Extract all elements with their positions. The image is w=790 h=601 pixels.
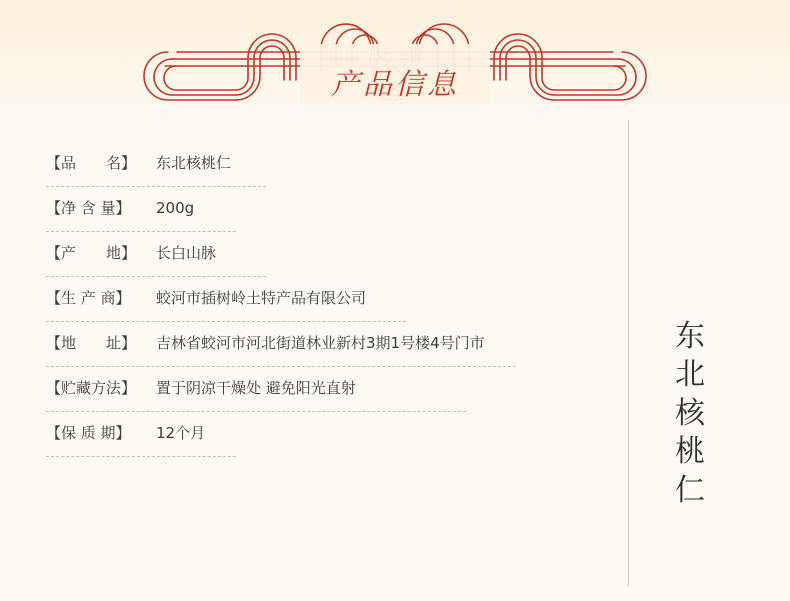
info-label: 【生 产 商】 [46, 289, 131, 307]
info-value: 12个月 [156, 424, 206, 442]
table-row [46, 242, 606, 282]
row-divider [46, 276, 266, 278]
info-label: 【地 址】 [46, 334, 137, 352]
info-value: 东北核桃仁 [156, 154, 232, 172]
table-row [46, 197, 606, 237]
info-label: 【贮藏方法】 [46, 379, 137, 397]
header-band [0, 0, 790, 122]
row-divider [46, 456, 236, 458]
vertical-divider [628, 120, 629, 588]
info-value: 200g [156, 199, 195, 217]
row-divider [46, 321, 406, 323]
vertical-name-char: 东 [675, 319, 705, 354]
bottom-margin [0, 587, 790, 601]
vertical-name-char: 仁 [675, 472, 705, 508]
info-value: 吉林省蛟河市河北街道林业新村3期1号楼4号门市 [156, 334, 485, 352]
row-divider [46, 366, 516, 368]
vertical-name-char: 核 [675, 395, 705, 431]
row-divider [46, 411, 466, 413]
table-row [46, 422, 606, 462]
table-row [46, 377, 606, 417]
table-row [46, 152, 606, 192]
info-label: 【净 含 量】 [46, 199, 131, 217]
vertical-product-name [660, 318, 720, 510]
info-value: 蛟河市插树岭土特产品有限公司 [156, 289, 367, 307]
vertical-name-char: 桃 [675, 434, 705, 470]
info-label: 【产 地】 [46, 244, 137, 262]
info-label: 【品 名】 [46, 154, 137, 172]
product-info-list [46, 152, 606, 467]
table-row [46, 332, 606, 372]
info-label: 【保 质 期】 [46, 424, 131, 442]
row-divider [46, 186, 266, 188]
info-value: 置于阴凉干燥处 避免阳光直射 [156, 379, 356, 397]
vertical-name-char: 北 [675, 357, 705, 393]
page-title: 产品信息 [330, 67, 459, 101]
row-divider [46, 231, 236, 233]
info-value: 长白山脉 [156, 244, 217, 262]
table-row [46, 287, 606, 327]
